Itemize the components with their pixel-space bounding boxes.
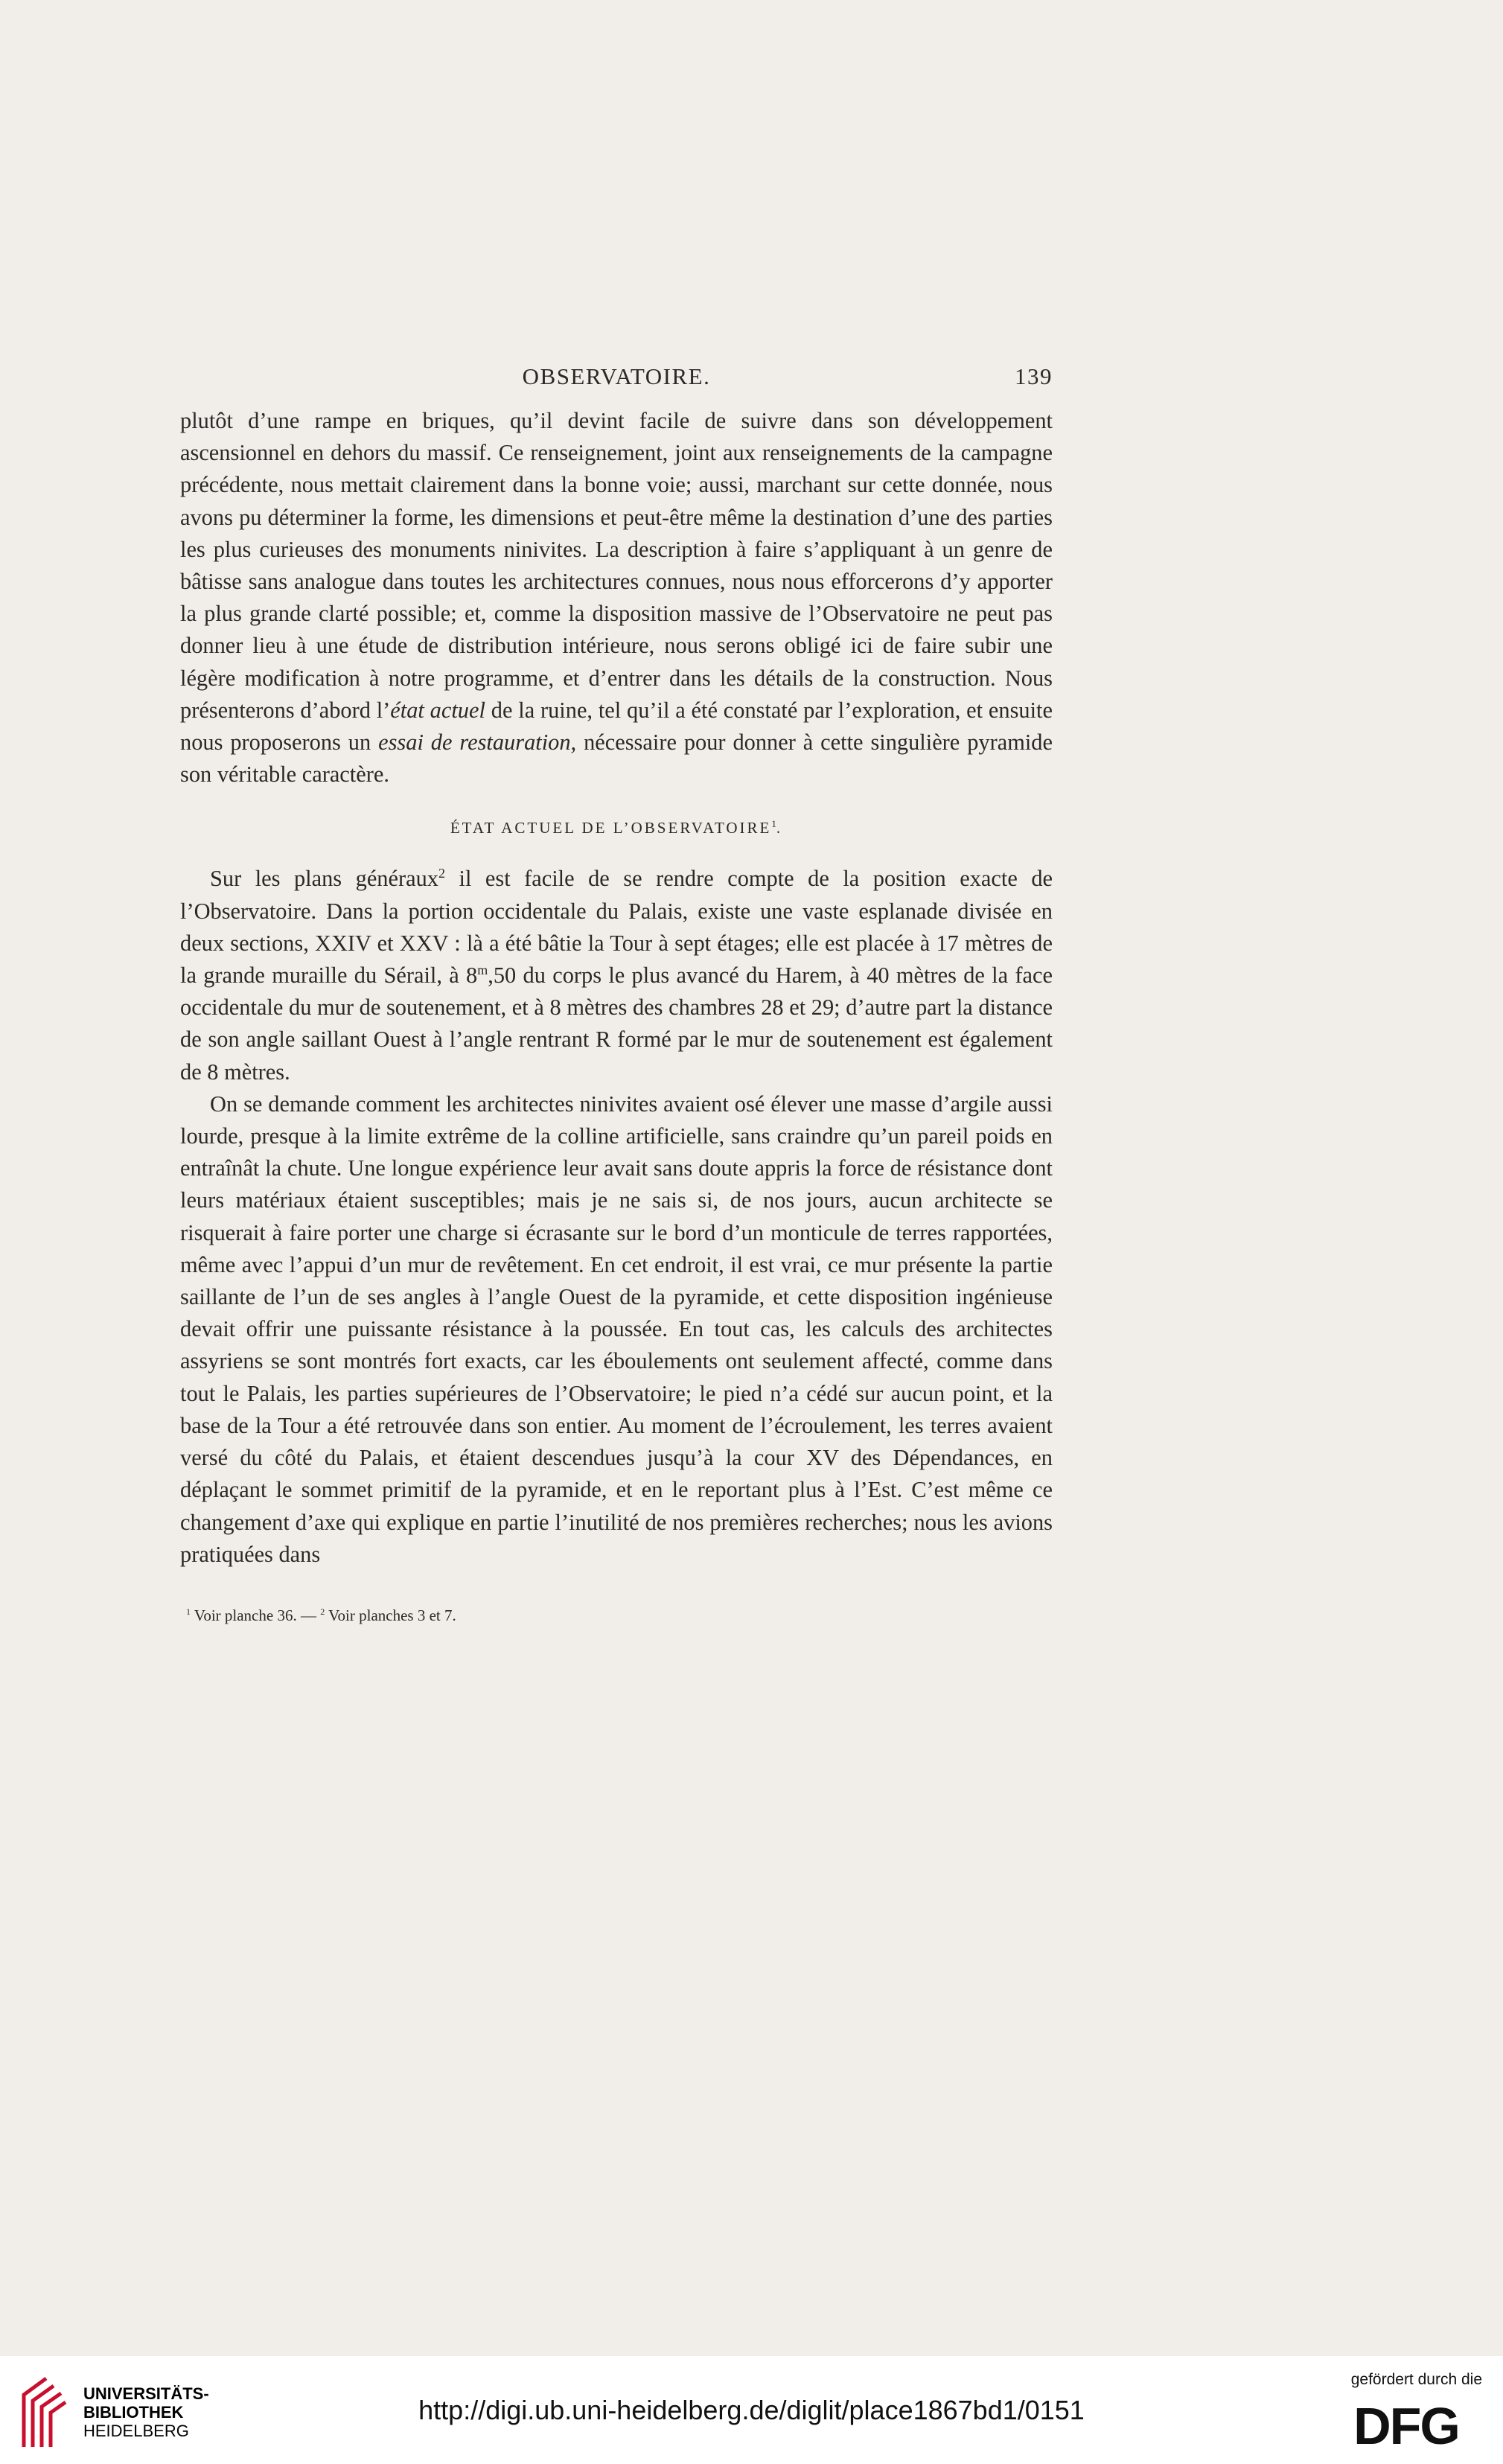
section-heading-text: ÉTAT ACTUEL DE L’OBSERVATOIRE [450,819,772,837]
section-heading [180,819,1053,837]
running-title: OBSERVATOIRE. [522,363,711,389]
text-run: plutôt d’une rampe en briques, qu’il devint facile de suivre dans son développement ascensionnel en dehors du massif. Ce renseignement, joint aux renseignements de la campagne précédente, nous mettait clairement dans la bonne voie; aussi, marchant sur cette donnée, nous avons pu déterminer la forme, les dimensions et peut-être même la destination d’une des parties les plus curieuses des monuments ninivites. La description à faire s’appliquant à un genre de bâtisse sans analogue dans toutes les architectures connues, nous nous efforcerons d’y apporter la plus grande clarté possible; et, comme la disposition massive de l’Observatoire ne peut pas donner lieu à une étude de distribution intérieure, nous serons obligé ici de faire subir une légère modification à notre programme, et d’entrer dans les détails de la construction. Nous présenterons d’abord l’ [180,408,1053,723]
text-run: ,50 du corps le plus avancé du Harem, à 40 mètres de la face occidentale du mur de soutenement, et à 8 mètres des chambres 28 et 29; d’autre part la distance de son angle saillant Ouest à l’angle rentrant R formé par le mur de soutenement est également de 8 mètres. [180,963,1053,1085]
library-line: HEIDELBERG [83,2422,189,2440]
library-line: BIBLIOTHEK [83,2403,184,2422]
page-number: 139 [1015,363,1053,389]
paragraph-3: On se demande comment les architectes ninivites avaient osé élever une masse d’argile aussi lourde, presque à la limite extrême de la colline artificielle, sans craindre qu’un pareil poids en entraînât la chute. Une longue expérience leur avait sans doute appris la force de résistance dont leurs matériaux étaient susceptibles; mais je ne sais si, de nos jours, aucun architecte se risquerait à faire porter une charge si écrasante sur le bord d’un monticule de terres rapportées, même avec l’appui d’un mur de revêtement. En cet endroit, il est vrai, ce mur présente la partie saillante de l’un de ses angles à l’angle Ouest de la pyramide, et cette disposition ingénieuse devait offrir une puissante résistance à la poussée. En tout cas, les calculs des architectes assyriens se sont montrés fort exacts, car les éboulements ont seulement affecté, comme dans tout le Palais, les parties supérieures de l’Observatoire; le pied n’a cédé sur aucun point, et la base de la Tour a été retrouvée dans son entier. Au moment de l’écroulement, les terres avaient versé du côté du Palais, et étaient descendues jusqu’à la cour XV des Dépendances, en déplaçant le sommet primitif de la pyramide, et en le reportant plus à l’Est. C’est même ce changement d’axe qui explique en partie l’inutilité de nos premières recherches; nous les avions pratiquées dans [180,1091,1053,1567]
intro-paragraph [180,405,1053,791]
text-run: il est facile de se rendre compte de la position exacte de l’Observatoire. Dans la portion occidentale du Palais, existe une vaste esplanade divisée en deux sections, XXIV et XXV : là a été bâtie la Tour à sept étages; elle est placée à 17 mètres de la grande muraille du Sérail, à 8 [180,866,1053,989]
footnote-text: Voir planches 3 et 7. [325,1606,456,1624]
dfg-logo-text: DFG [1353,2398,1459,2451]
italic-text: état actuel [390,697,485,723]
library-line: UNIVERSITÄTS- [83,2384,209,2403]
viewer-footer [0,2356,1503,2464]
permalink-url[interactable]: http://digi.ub.uni-heidelberg.de/diglit/place1867bd1/0151 [418,2395,1085,2425]
dfg-logo-icon[interactable] [1332,2398,1481,2451]
footnote-marker: 1 [771,818,776,830]
footnote-number: 2 [320,1606,325,1617]
footnote-number: 1 [186,1606,191,1617]
paragraph-2 [180,863,1053,1088]
text-run: nécessaire pour donner à cette singulière pyramide son véritable caractère. [180,730,1053,788]
page-header [180,363,1053,405]
unit-superscript: m [477,962,488,977]
italic-text: essai de restauration, [378,730,577,756]
footnotes [180,1606,1053,1625]
page-content [180,363,1053,1625]
text-run: de la ruine, tel qu’il a été constaté par l’exploration, et ensuite nous proposerons un [180,697,1053,756]
footnote-marker: 2 [438,866,445,881]
footnote-text: Voir planche 36. — [191,1606,321,1624]
text-run: Sur les plans généraux [210,866,438,892]
funded-by-label: gefördert durch die [1350,2371,1482,2388]
heading-period: . [776,819,783,837]
